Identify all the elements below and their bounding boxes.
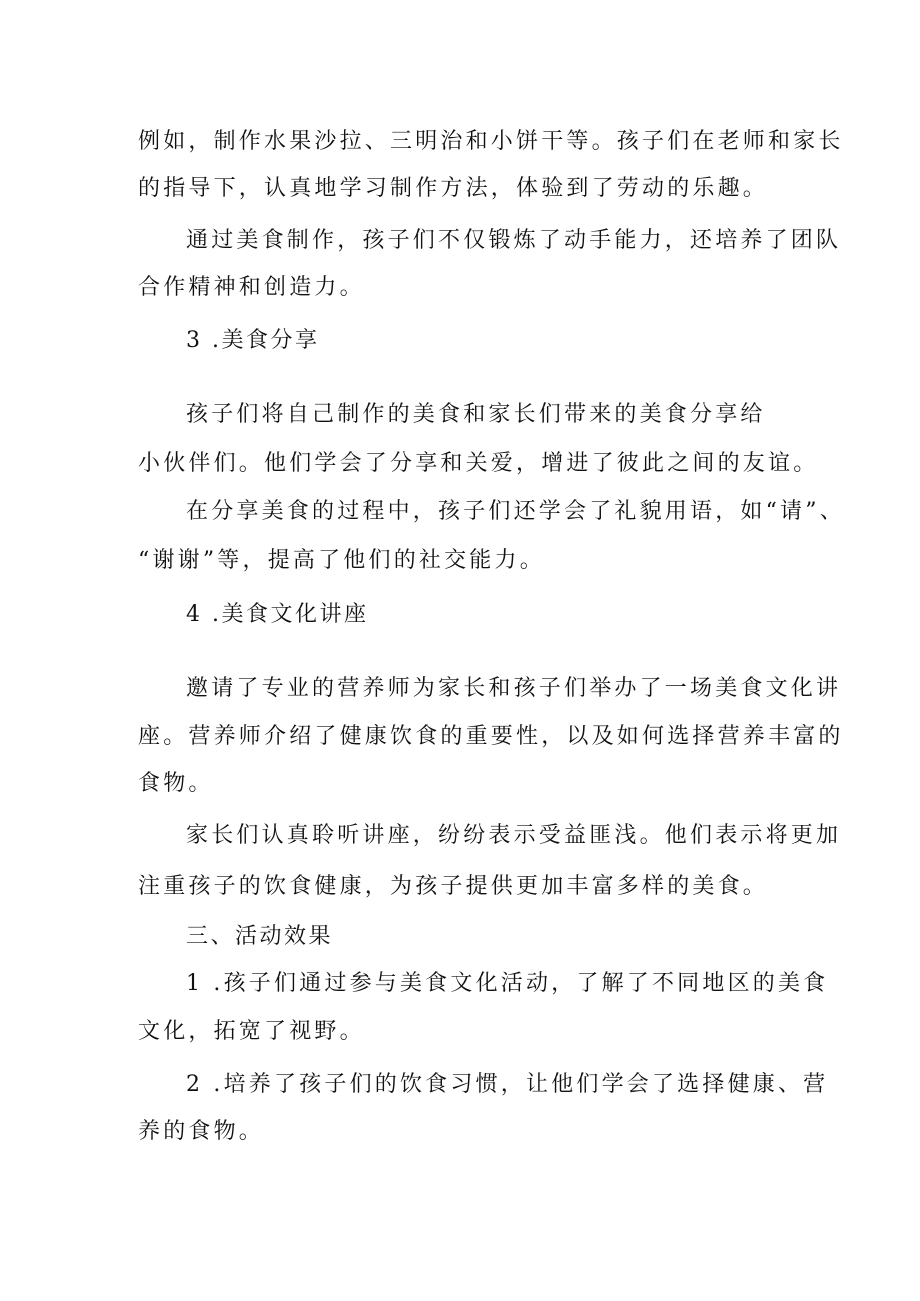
paragraph-line: 2 .培养了孩子们的饮食习惯，让他们学会了选择健康、营 <box>186 1072 829 1097</box>
paragraph-line: 1 .孩子们通过参与美食文化活动，了解了不同地区的美食 <box>186 971 829 996</box>
paragraph-line: 通过美食制作，孩子们不仅锻炼了动手能力，还培养了团队 <box>186 228 842 253</box>
paragraph-line: 邀请了专业的营养师为家长和孩子们举办了一场美食文化讲 <box>186 676 842 701</box>
paragraph-line: 文化，拓宽了视野。 <box>138 1019 365 1044</box>
section-heading: 4 .美食文化讲座 <box>186 602 369 627</box>
paragraph-line: 合作精神和创造力。 <box>138 275 365 300</box>
paragraph-line: 食物。 <box>138 771 214 796</box>
paragraph-line: 的指导下，认真地学习制作方法，体验到了劳动的乐趣。 <box>138 176 769 201</box>
paragraph-line: “谢谢”等，提高了他们的社交能力。 <box>138 548 545 573</box>
paragraph-line: 例如，制作水果沙拉、三明治和小饼干等。孩子们在老师和家长 <box>138 129 844 154</box>
paragraph-line: 家长们认真聆听讲座，纷纷表示受益匪浅。他们表示将更加 <box>186 823 842 848</box>
section-heading: 三、活动效果 <box>186 924 334 949</box>
paragraph-line: 在分享美食的过程中，孩子们还学会了礼貌用语，如“请”、 <box>186 499 845 524</box>
paragraph-line: 孩子们将自己制作的美食和家长们带来的美食分享给 <box>186 402 766 427</box>
paragraph-line: 小伙伴们。他们学会了分享和关爱，增进了彼此之间的友谊。 <box>138 451 819 476</box>
paragraph-line: 座。营养师介绍了健康饮食的重要性，以及如何选择营养丰富的 <box>138 724 844 749</box>
paragraph-line: 注重孩子的饮食健康，为孩子提供更加丰富多样的美食。 <box>138 874 769 899</box>
paragraph-line: 养的食物。 <box>138 1119 265 1144</box>
section-heading: 3 .美食分享 <box>186 328 320 353</box>
